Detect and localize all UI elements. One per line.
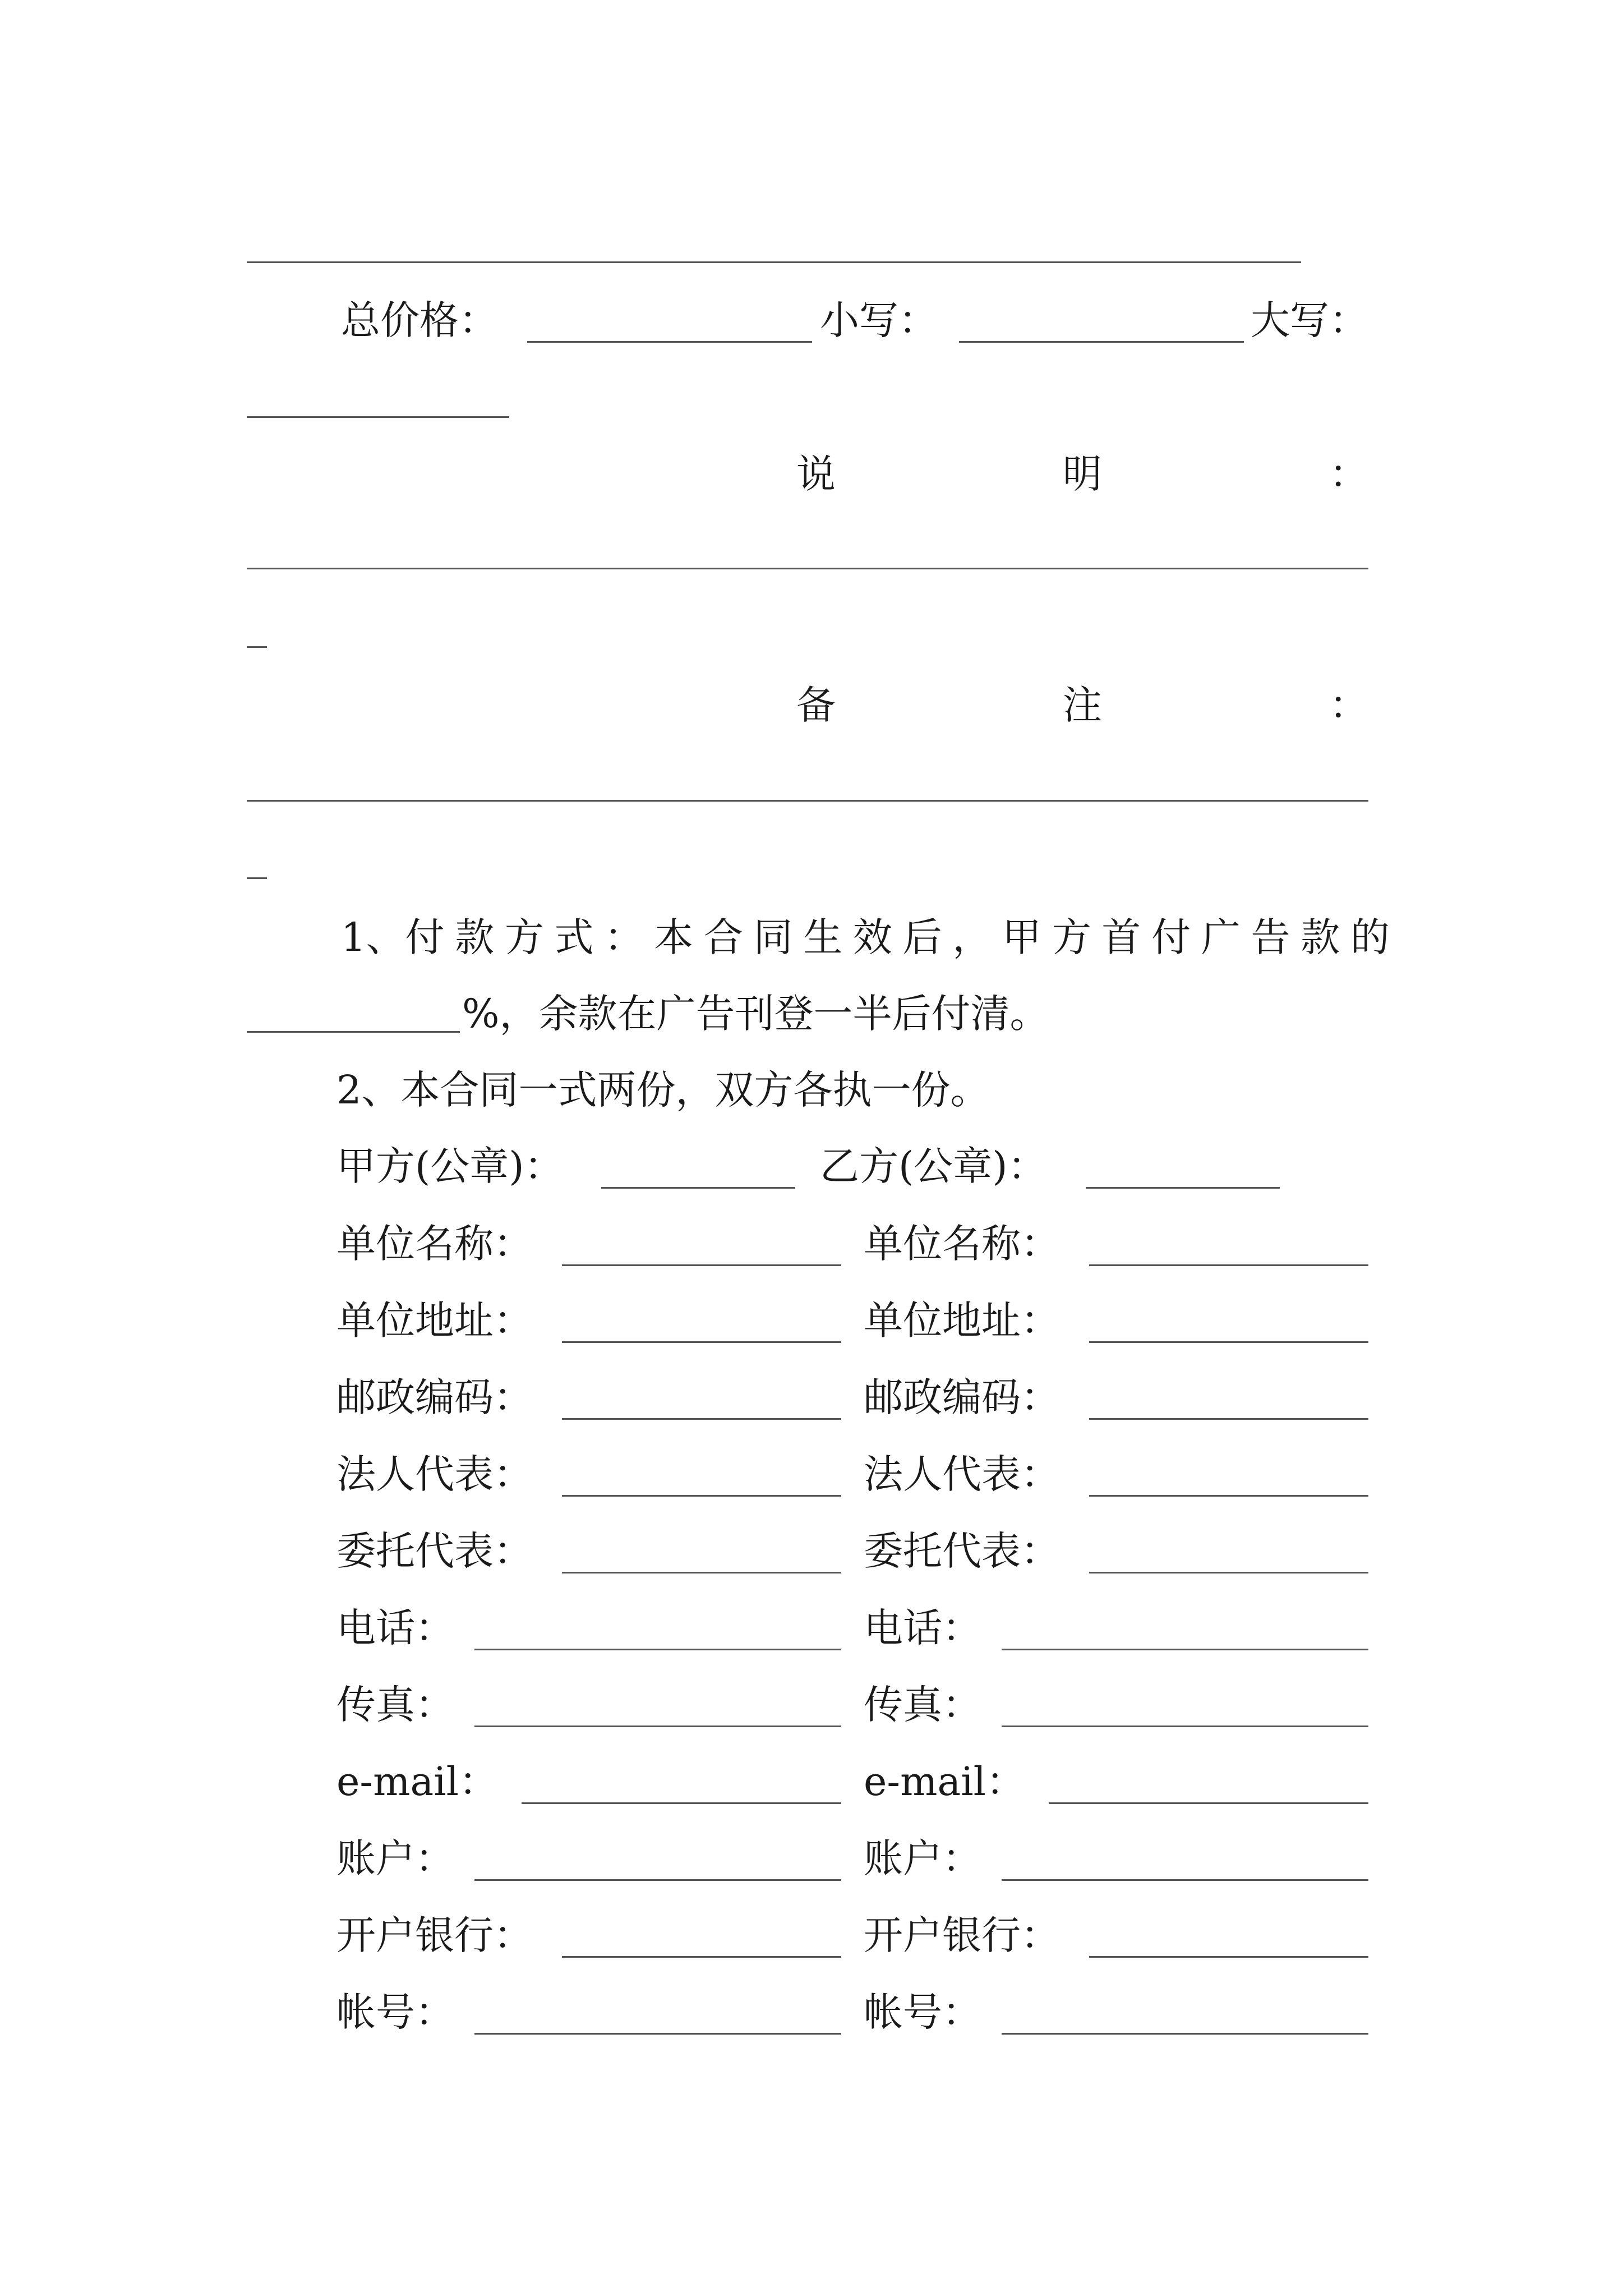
- clause-1-char: 本: [654, 914, 694, 960]
- remarks-char-1: 备: [796, 682, 836, 728]
- clause-1-char: 后: [902, 914, 942, 960]
- party-a-field-blank[interactable]: [562, 1418, 841, 1420]
- clause-1-char: ：: [604, 914, 644, 960]
- clause-1-char: 的: [1350, 914, 1390, 960]
- clause-1-char: 款: [1301, 914, 1340, 960]
- clause-1-char: 合: [703, 914, 743, 960]
- party-b-field-blank[interactable]: [1089, 1264, 1368, 1266]
- explanation-char-1: 说: [796, 451, 836, 497]
- uppercase-label: 大写：: [1251, 297, 1368, 343]
- party-a-field-label: 帐号：: [336, 1989, 454, 2035]
- clause-1-line-1: [341, 912, 1390, 963]
- party-a-field-label: 委托代表：: [336, 1528, 533, 1574]
- clause-1-char: 同: [753, 914, 793, 960]
- party-b-field-blank[interactable]: [1002, 2033, 1368, 2035]
- clause-1-char: 付: [1151, 914, 1191, 960]
- party-a-field-blank[interactable]: [522, 1802, 841, 1804]
- clause-2: 2、本合同一式两份，双方各执一份。: [336, 1067, 990, 1113]
- clause-1-char: 效: [852, 914, 892, 960]
- party-a-field-label: 账户：: [336, 1835, 454, 1881]
- explanation-char-3: ：: [1329, 451, 1368, 497]
- uppercase-blank[interactable]: [247, 416, 509, 418]
- party-b-field-label: 邮政编码：: [864, 1374, 1060, 1420]
- party-b-field-label: 委托代表：: [864, 1528, 1060, 1574]
- party-b-field-label: 传真：: [864, 1682, 981, 1728]
- remarks-blank[interactable]: [247, 800, 1368, 802]
- explanation-char-2: 明: [1063, 451, 1102, 497]
- clause-1-char: 式: [554, 914, 594, 960]
- party-b-seal-label: 乙方(公章)：: [820, 1143, 1047, 1189]
- remarks-label: [796, 680, 1368, 730]
- party-b-field-label: 电话：: [864, 1605, 981, 1651]
- party-b-field-blank[interactable]: [1089, 1572, 1368, 1573]
- party-a-field-blank[interactable]: [562, 1341, 841, 1343]
- party-a-field-label: 邮政编码：: [336, 1374, 533, 1420]
- party-a-field-blank[interactable]: [474, 2033, 841, 2035]
- party-a-field-label: 传真：: [336, 1682, 454, 1728]
- clause-1-char: 1、付: [341, 914, 445, 960]
- party-a-field-label: 电话：: [336, 1605, 454, 1651]
- clause-1-char: 广: [1201, 914, 1241, 960]
- remarks-char-2: 注: [1063, 682, 1102, 728]
- clause-1-char: ，: [952, 914, 992, 960]
- remarks-char-3: ：: [1329, 682, 1368, 728]
- party-b-field-blank[interactable]: [1089, 1418, 1368, 1420]
- explanation-label: [796, 449, 1368, 499]
- party-b-field-blank[interactable]: [1089, 1956, 1368, 1958]
- party-a-field-blank[interactable]: [562, 1956, 841, 1958]
- party-b-field-label: 法人代表：: [864, 1451, 1060, 1497]
- clause-1-char: 生: [803, 914, 843, 960]
- party-b-field-label: e-mail：: [864, 1759, 1025, 1805]
- party-a-field-blank[interactable]: [474, 1649, 841, 1650]
- clause-1-char: 甲: [1002, 914, 1041, 960]
- party-a-seal-blank[interactable]: [601, 1187, 795, 1189]
- total-price-blank[interactable]: [527, 341, 812, 343]
- party-a-field-label: e-mail：: [336, 1759, 498, 1805]
- clause-1-line-2: %，余款在广告刊登一半后付清。: [462, 991, 1049, 1037]
- party-b-field-label: 单位地址：: [864, 1297, 1060, 1343]
- party-a-field-blank[interactable]: [562, 1572, 841, 1573]
- clause-1-char: 告: [1251, 914, 1290, 960]
- party-a-field-blank[interactable]: [474, 1726, 841, 1727]
- party-b-field-blank[interactable]: [1089, 1495, 1368, 1497]
- party-a-field-blank[interactable]: [474, 1879, 841, 1881]
- clause-1-char: 方: [504, 914, 544, 960]
- lowercase-label: 小写：: [820, 297, 938, 343]
- party-a-field-blank[interactable]: [562, 1264, 841, 1266]
- party-a-field-label: 单位地址：: [336, 1297, 533, 1343]
- party-b-field-label: 帐号：: [864, 1989, 981, 2035]
- party-b-field-blank[interactable]: [1002, 1726, 1368, 1727]
- party-a-field-label: 单位名称：: [336, 1221, 533, 1267]
- clause-1-char: 首: [1101, 914, 1141, 960]
- party-a-field-label: 开户银行：: [336, 1912, 533, 1958]
- explanation-blank[interactable]: [247, 568, 1368, 569]
- party-b-field-blank[interactable]: [1049, 1802, 1368, 1804]
- remarks-blank-tail: [247, 877, 267, 879]
- party-a-field-blank[interactable]: [562, 1495, 841, 1497]
- party-b-field-label: 开户银行：: [864, 1912, 1060, 1958]
- total-price-label: 总价格：: [341, 297, 498, 343]
- percent-blank[interactable]: [247, 1031, 460, 1033]
- clause-1-char: 方: [1052, 914, 1091, 960]
- party-a-field-label: 法人代表：: [336, 1451, 533, 1497]
- explanation-blank-tail: [247, 646, 267, 648]
- party-a-seal-label: 甲方(公章)：: [336, 1143, 564, 1189]
- blank-line-top: [247, 261, 1301, 263]
- party-b-seal-blank[interactable]: [1086, 1187, 1280, 1189]
- party-b-field-label: 单位名称：: [864, 1221, 1060, 1267]
- party-b-field-blank[interactable]: [1089, 1341, 1368, 1343]
- party-b-field-blank[interactable]: [1002, 1879, 1368, 1881]
- party-b-field-label: 账户：: [864, 1835, 981, 1881]
- party-b-field-blank[interactable]: [1002, 1649, 1368, 1650]
- clause-1-char: 款: [455, 914, 495, 960]
- lowercase-blank[interactable]: [959, 341, 1244, 343]
